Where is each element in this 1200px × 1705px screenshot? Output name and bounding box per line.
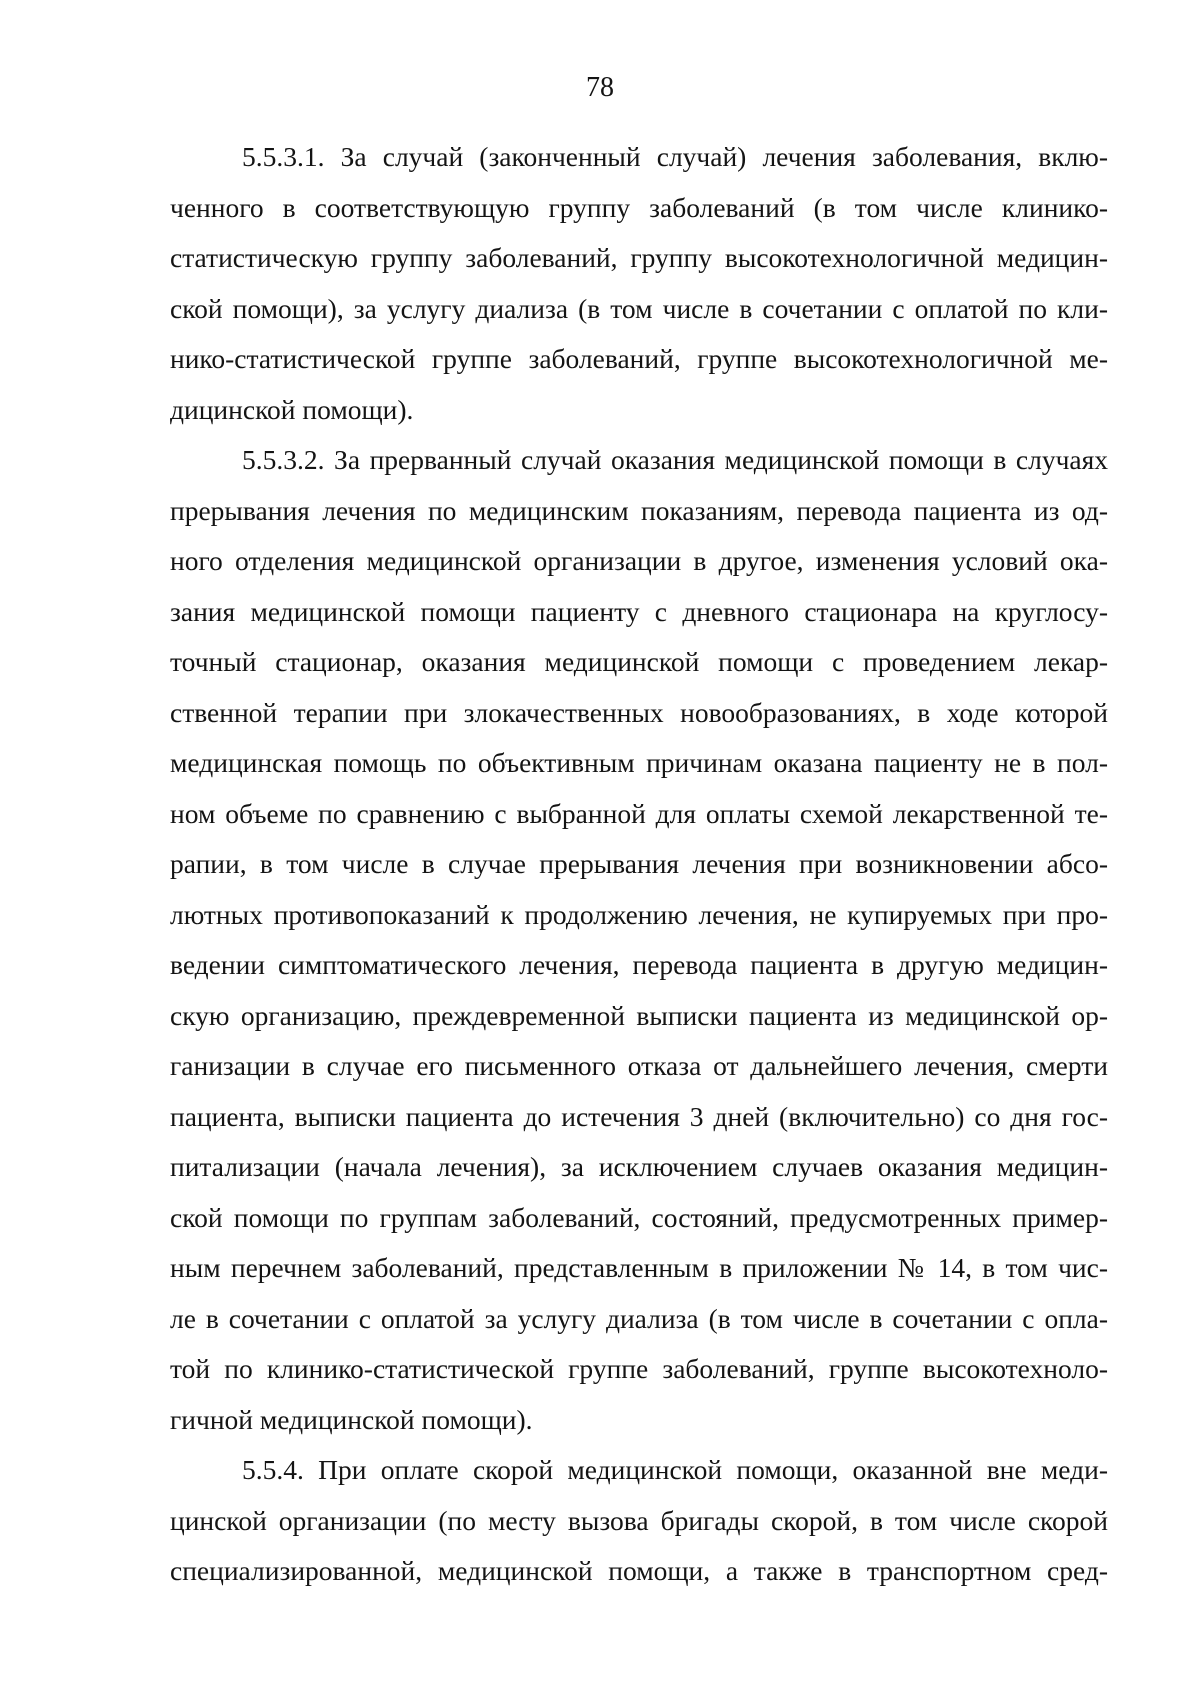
paragraph-5-5-3-1	[170, 132, 1108, 435]
text-line: дицинской помощи).	[170, 393, 414, 425]
text-line: 5.5.3.1. За случай (законченный случай) лечения заболевания, вклю-	[242, 141, 1108, 172]
text-line: ственной терапии при злокачественных новообразованиях, в ходе которой	[170, 696, 1108, 728]
text-line: 5.5.4. При оплате скорой медицинской помощи, оказанной вне меди-	[242, 1454, 1108, 1485]
paragraph-5-5-4	[170, 1445, 1108, 1597]
text-line: 5.5.3.2. За прерванный случай оказания медицинской помощи в случаях	[242, 444, 1108, 475]
text-line: медицинская помощь по объективным причинам оказана пациенту не в пол-	[170, 747, 1108, 778]
text-line: гичной медицинской помощи).	[170, 1403, 533, 1435]
text-line: ведении симптоматического лечения, перевода пациента в другую медицин-	[170, 949, 1108, 980]
paragraph-5-5-3-2	[170, 435, 1108, 1445]
text-line: пациента, выписки пациента до истечения 3 дней (включительно) со дня гос-	[170, 1100, 1108, 1132]
text-line: цинской организации (по месту вызова бригады скорой, в том числе скорой	[170, 1504, 1108, 1536]
text-line: ченного в соответствующую группу заболеваний (в том числе клинико-	[170, 191, 1108, 223]
text-line: ганизации в случае его письменного отказа от дальнейшего лечения, смерти	[170, 1050, 1108, 1081]
text-line: ном объеме по сравнению с выбранной для оплаты схемой лекарственной те-	[170, 797, 1108, 829]
text-line: ного отделения медицинской организации в другое, изменения условий ока-	[170, 545, 1108, 576]
text-line: нико-статистической группе заболеваний, группе высокотехнологичной ме-	[170, 343, 1108, 374]
text-line: точный стационар, оказания медицинской помощи с проведением лекар-	[170, 646, 1108, 677]
text-line: прерывания лечения по медицинским показаниям, перевода пациента из од-	[170, 494, 1108, 526]
text-line: ле в сочетании с оплатой за услугу диализа (в том числе в сочетании с опла-	[170, 1302, 1108, 1334]
text-line: ным перечнем заболеваний, представленным в приложении № 14, в том чис-	[170, 1252, 1108, 1283]
text-line: скую организацию, преждевременной выписки пациента из медицинской ор-	[170, 999, 1108, 1031]
text-line: питализации (начала лечения), за исключением случаев оказания медицин-	[170, 1151, 1108, 1182]
text-line: статистическую группу заболеваний, группу высокотехнологичной медицин-	[170, 242, 1108, 273]
page-number: 78	[586, 72, 614, 103]
text-line: зания медицинской помощи пациенту с дневного стационара на круглосу-	[170, 595, 1108, 627]
text-line: ской помощи), за услугу диализа (в том числе в сочетании с оплатой по кли-	[170, 292, 1108, 324]
text-line: рапии, в том числе в случае прерывания лечения при возникновении абсо-	[170, 848, 1108, 879]
text-line: специализированной, медицинской помощи, а также в транспортном сред-	[170, 1555, 1108, 1586]
body-text	[170, 132, 1108, 1597]
text-line: лютных противопоказаний к продолжению лечения, не купируемых при про-	[170, 898, 1108, 930]
text-line: ской помощи по группам заболеваний, состояний, предусмотренных пример-	[170, 1201, 1108, 1233]
text-line: той по клинико-статистической группе заболеваний, группе высокотехноло-	[170, 1353, 1108, 1384]
